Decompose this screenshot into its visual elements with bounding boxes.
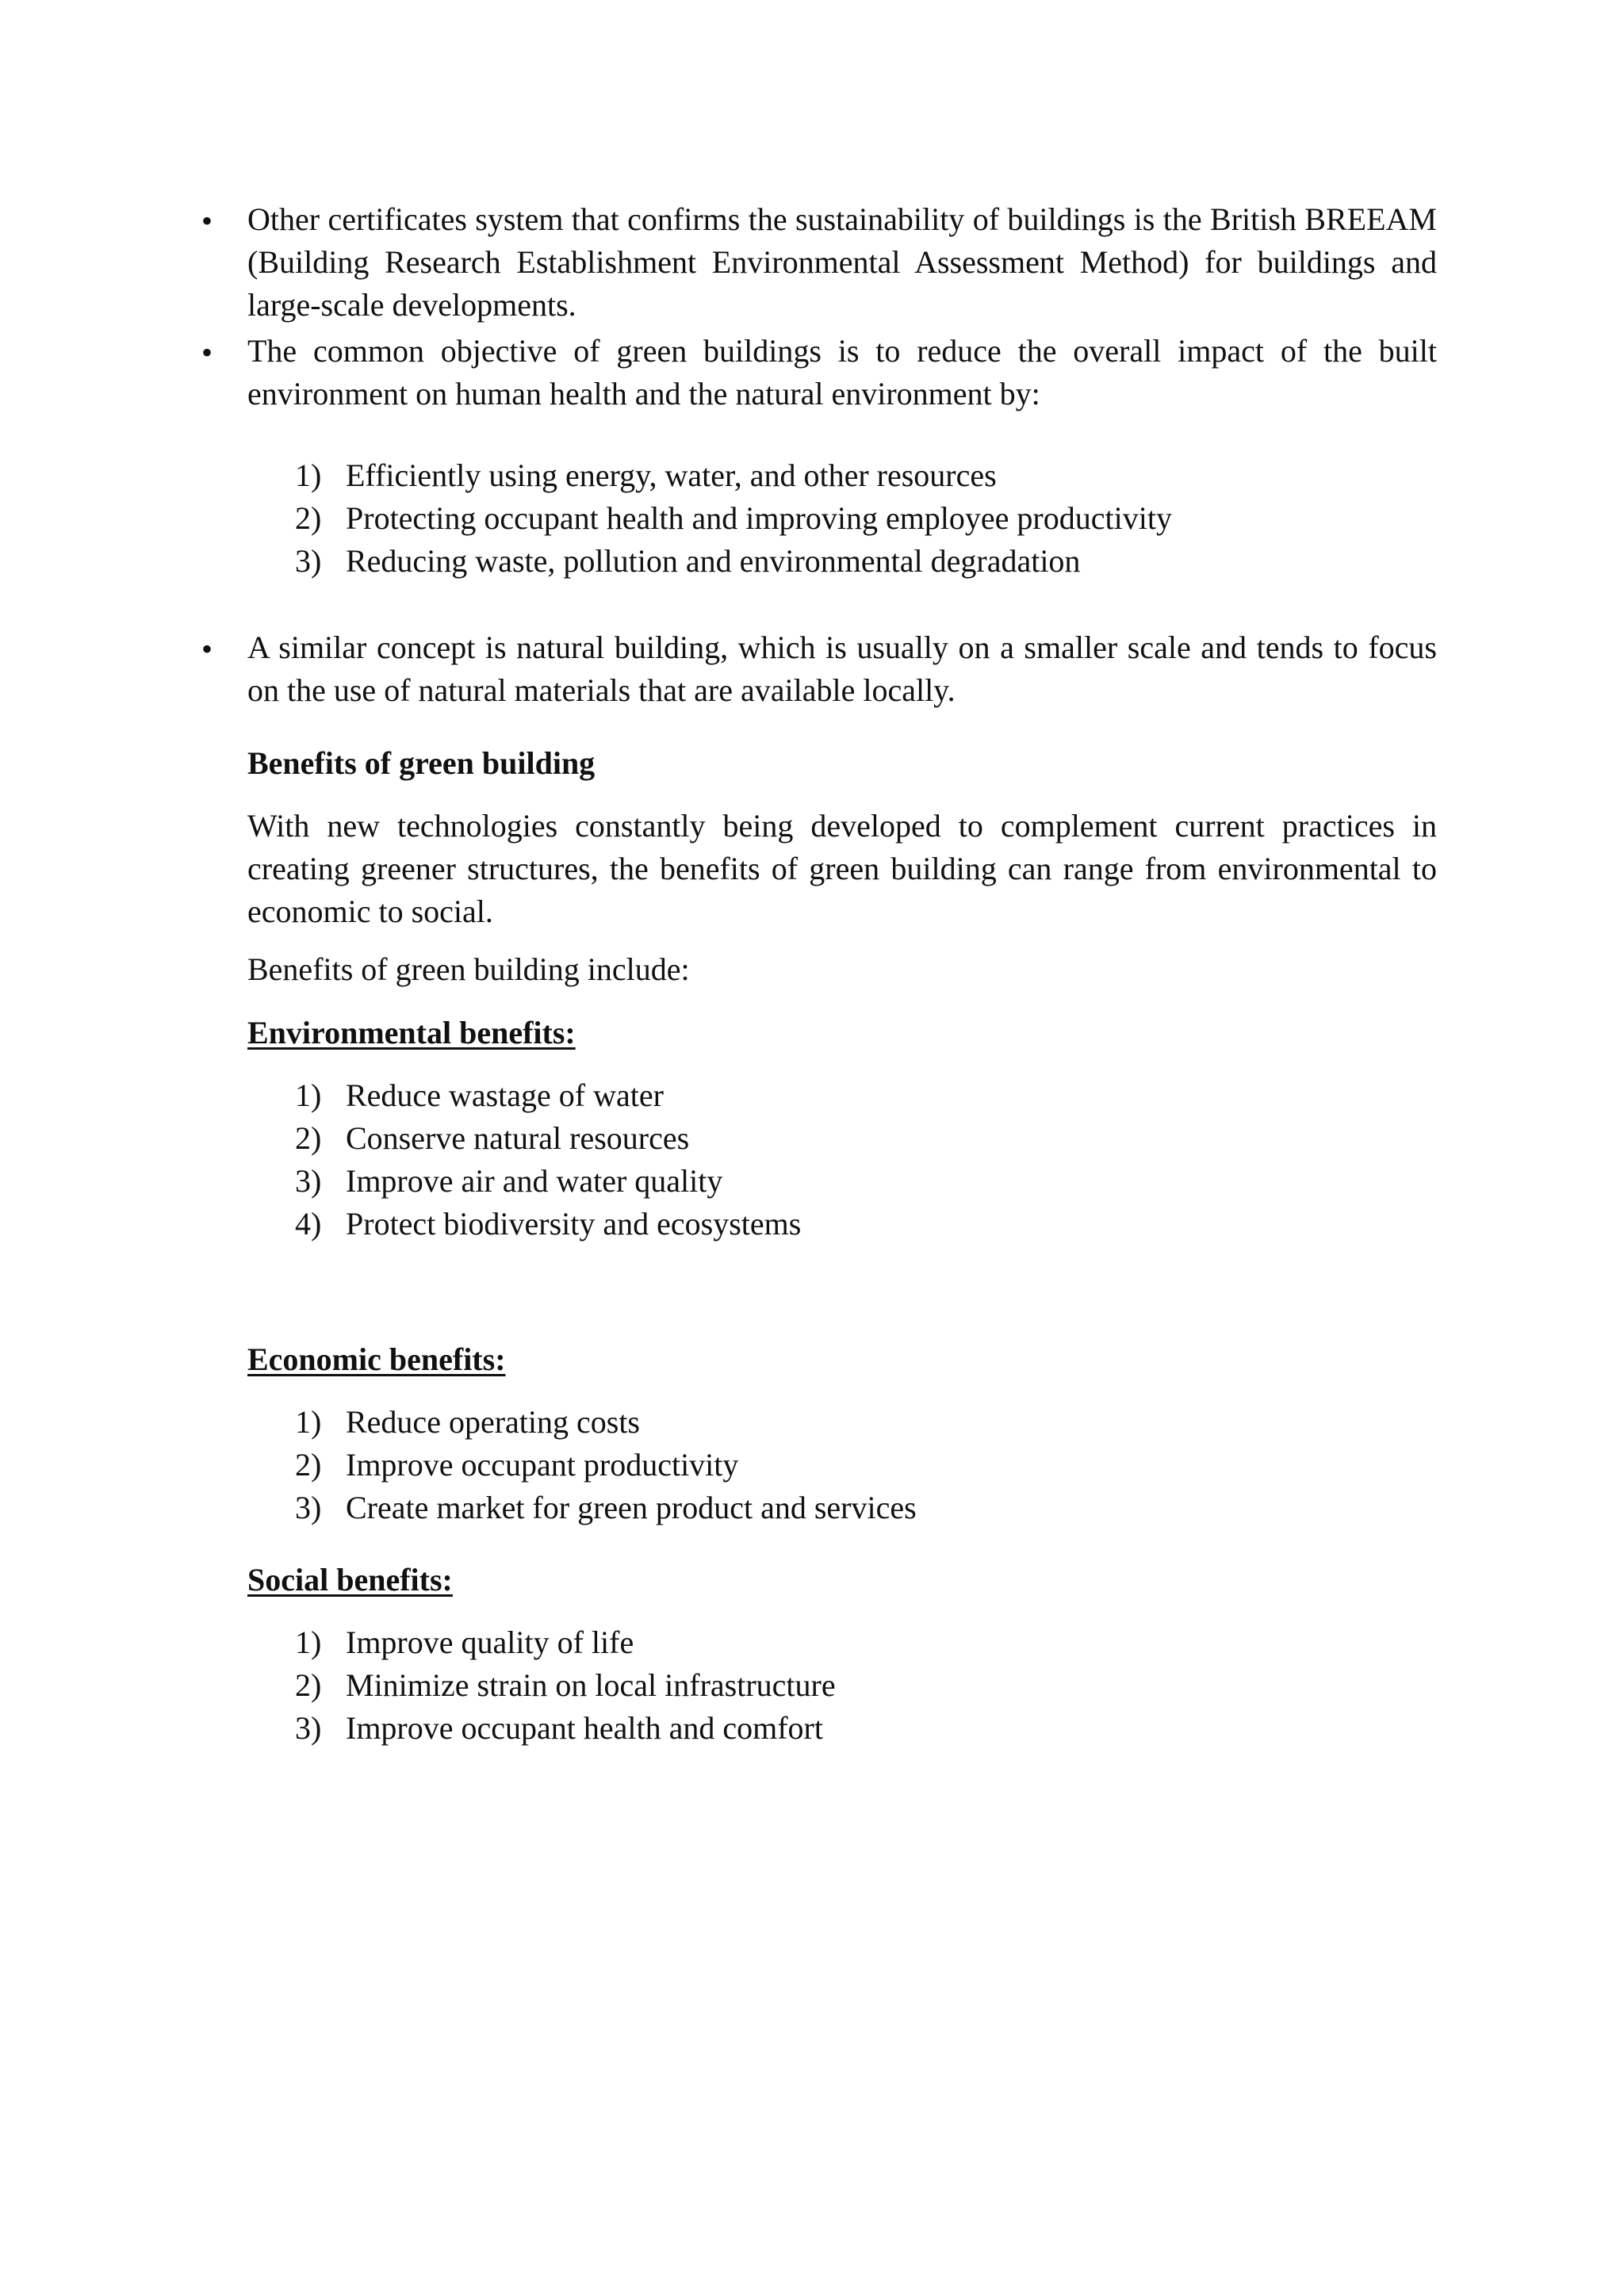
benefits-intro — [247, 805, 1437, 933]
list-item-text: Protect biodiversity and ecosystems — [346, 1206, 802, 1242]
environmental-list — [295, 1074, 1405, 1246]
list-item-text: Conserve natural resources — [346, 1120, 690, 1156]
list-item-text: Protecting occupant health and improving employee productivity — [346, 500, 1172, 536]
list-item — [295, 1664, 1405, 1707]
benefits-include-text: Benefits of green building include: — [247, 951, 690, 987]
bullet-text: A similar concept is natural building, which is usually on a smaller scale and tends to focus on the use of natural materials that are available locally. — [247, 629, 1437, 708]
list-item-text: Efficiently using energy, water, and other resources — [346, 457, 997, 493]
list-item — [295, 1203, 1405, 1246]
bullet-text: Other certificates system that confirms the sustainability of buildings is the British BREEAM (Building Research Establishment Environmental Assessment Method) for buildings and large-scale developments. — [247, 201, 1437, 323]
list-item-text: Improve quality of life — [346, 1624, 634, 1660]
list-item — [295, 1621, 1405, 1664]
bullet-marker: • — [201, 631, 213, 667]
bullet-text: The common objective of green buildings is to reduce the overall impact of the built environment on human health and the natural environment by: — [247, 333, 1437, 411]
list-number: 2) — [295, 500, 322, 536]
list-item — [295, 540, 1405, 583]
list-number: 3) — [295, 1163, 322, 1199]
list-item-text: Create market for green product and services — [346, 1490, 917, 1525]
objectives-list — [295, 454, 1405, 583]
list-item-text: Improve occupant productivity — [346, 1447, 739, 1483]
list-number: 1) — [295, 1077, 322, 1113]
list-number: 4) — [295, 1206, 322, 1242]
social-list — [295, 1621, 1405, 1750]
list-item-text: Minimize strain on local infrastructure — [346, 1667, 836, 1703]
list-item — [295, 1444, 1405, 1487]
list-number: 3) — [295, 1490, 322, 1525]
list-item — [295, 454, 1405, 497]
list-item — [295, 1487, 1405, 1529]
list-item-text: Reducing waste, pollution and environmental degradation — [346, 543, 1081, 579]
list-number: 1) — [295, 1404, 322, 1440]
list-item — [295, 1117, 1405, 1160]
benefits-heading: Benefits of green building — [247, 745, 596, 781]
list-item-text: Reduce operating costs — [346, 1404, 640, 1440]
list-item-text: Reduce wastage of water — [346, 1077, 664, 1113]
list-item — [295, 1160, 1405, 1203]
list-item-text: Improve air and water quality — [346, 1163, 723, 1199]
list-number: 1) — [295, 457, 322, 493]
list-number: 1) — [295, 1624, 322, 1660]
list-number: 3) — [295, 543, 322, 579]
list-item — [295, 1707, 1405, 1750]
bullet-marker: • — [201, 203, 213, 239]
environmental-heading: Environmental benefits: — [247, 1015, 576, 1050]
list-number: 3) — [295, 1710, 322, 1746]
list-number: 2) — [295, 1447, 322, 1483]
list-number: 2) — [295, 1120, 322, 1156]
economic-heading: Economic benefits: — [247, 1341, 506, 1377]
bullet-item-breeam — [247, 198, 1437, 327]
bullet-item-natural-building — [247, 626, 1437, 712]
list-item — [295, 497, 1405, 540]
bullet-marker: • — [201, 335, 213, 370]
social-heading: Social benefits: — [247, 1562, 453, 1598]
benefits-intro-text: With new technologies constantly being developed to complement current practices in creating greener structures, the benefits of green building can range from environmental to economic to social. — [247, 808, 1437, 929]
list-number: 2) — [295, 1667, 322, 1703]
economic-list — [295, 1401, 1405, 1529]
list-item-text: Improve occupant health and comfort — [346, 1710, 823, 1746]
list-item — [295, 1074, 1405, 1117]
list-item — [295, 1401, 1405, 1444]
bullet-item-objective — [247, 330, 1437, 415]
